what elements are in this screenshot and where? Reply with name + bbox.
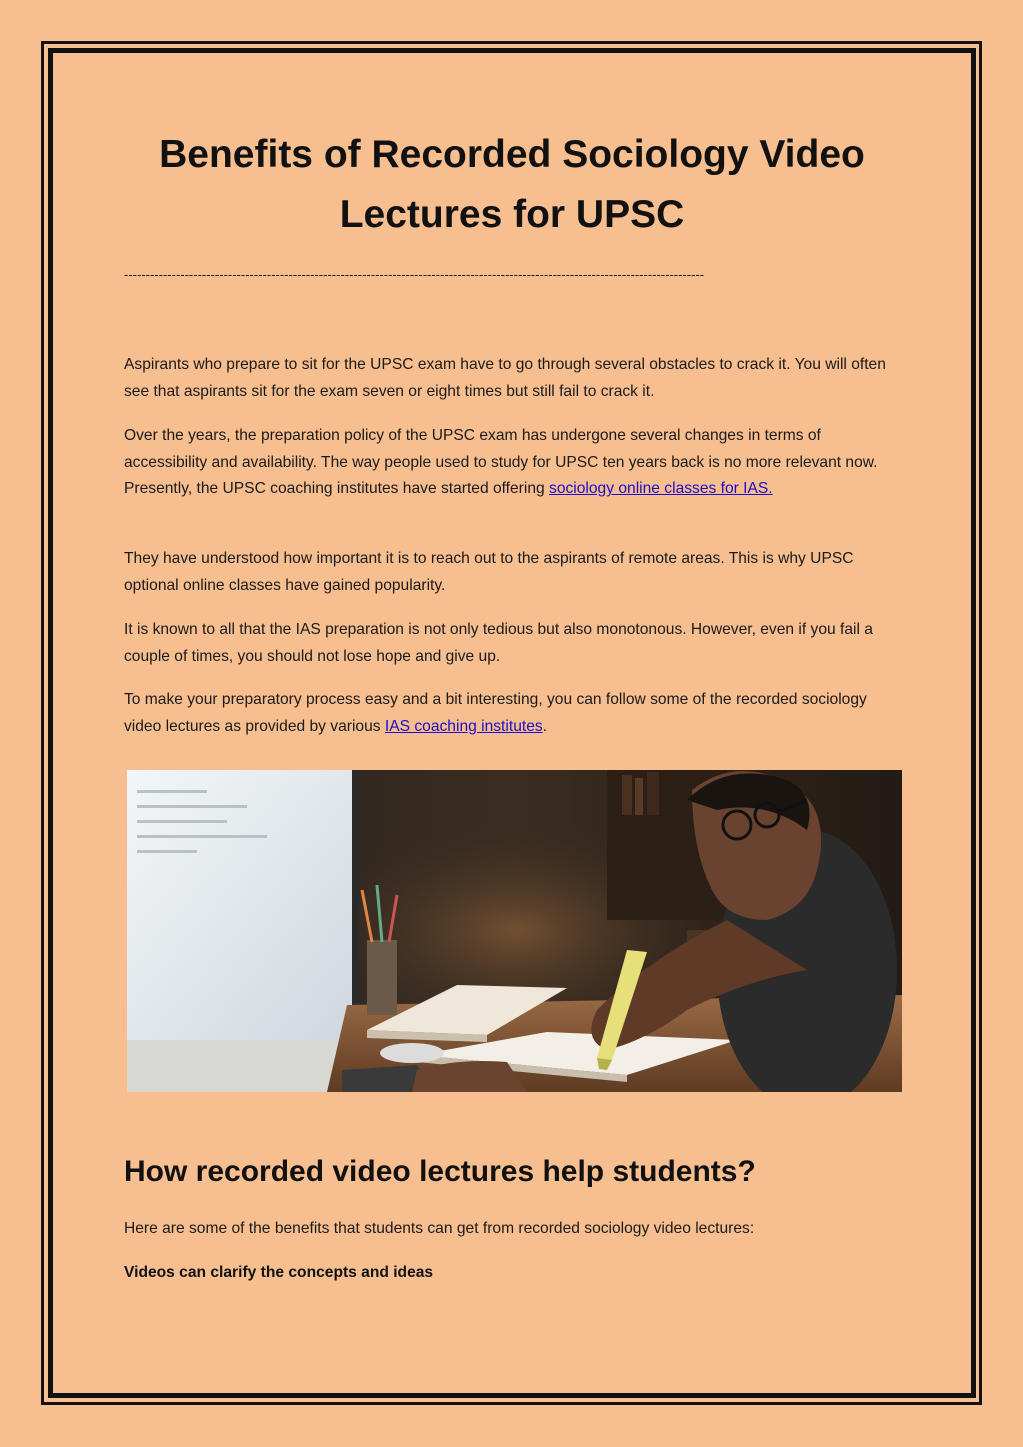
sociology-online-classes-link[interactable]: sociology online classes for IAS. [549, 480, 773, 497]
paragraph-1: Aspirants who prepare to sit for the UPSC exam have to go through several obstacles to crack it. You will often see that aspirants sit for the exam seven or eight times but still fail to crack it. [124, 356, 886, 400]
section-heading: How recorded video lectures help students? [124, 1155, 756, 1188]
paragraph-2-text: Over the years, the preparation policy of the UPSC exam has undergone several changes in terms of accessibility and availability. The way people used to study for UPSC ten years back is no more relevant now. Presently, the UPSC coaching institutes have started offering [124, 427, 878, 497]
ias-coaching-institutes-link[interactable]: IAS coaching institutes [384, 717, 543, 735]
paragraph-4: It is known to all that the IAS preparation is not only tedious but also monotonous. However, even if you fail a couple of times, you should not lose hope and give up. [124, 621, 873, 665]
student-studying-photo [127, 770, 902, 1092]
paragraph-3: They have understood how important it is to reach out to the aspirants of remote areas. This is why UPSC optional online classes have gained popularity. [124, 550, 854, 594]
article-title: Benefits of Recorded Sociology Video Lectures for UPSC [159, 133, 865, 236]
paragraph-5-text: To make your preparatory process easy and a bit interesting, you can follow some of the recorded sociology video lectures as provided by various [124, 691, 867, 735]
title-divider: -------------------------------------------------------------------------------------------------------------------------------------- [124, 268, 705, 282]
subheading-videos-clarify: Videos can clarify the concepts and ideas [124, 1264, 434, 1281]
paragraph-5 [124, 687, 904, 740]
paragraph-2 [124, 423, 904, 503]
section-intro: Here are some of the benefits that students can get from recorded sociology video lectures: [124, 1220, 755, 1237]
paragraph-5-period: . [542, 717, 548, 735]
